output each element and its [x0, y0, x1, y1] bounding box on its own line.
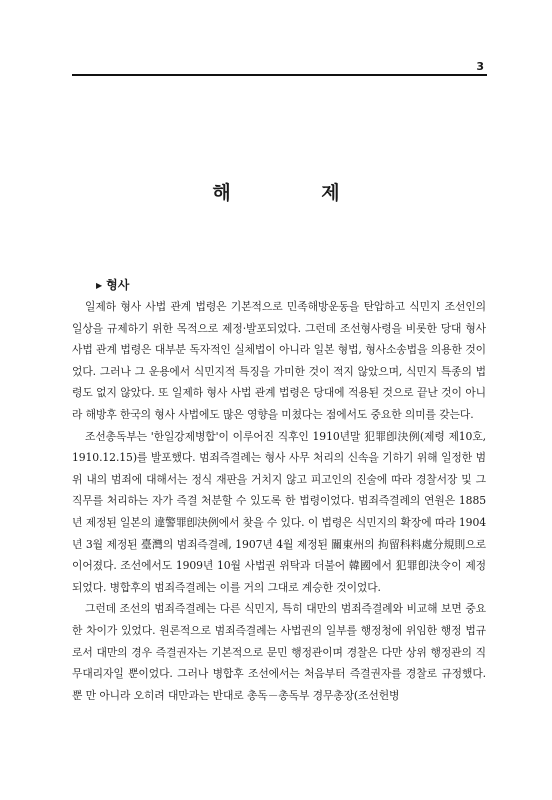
body-text	[72, 296, 486, 706]
triangle-bullet-icon: ▶	[96, 281, 103, 290]
section-heading	[96, 276, 129, 293]
paragraph-1: 일제하 형사 사법 관계 법령은 기본적으로 민족해방운동을 탄압하고 식민지 조선인의 일상을 규제하기 위한 목적으로 제정·발포되었다. 그런데 조선형사령을 비롯한 당대 형사 사법 관계 법령은 대부분 독자적인 실체법이 아니라 일본 형법, 형사소송법을 의용한 것이었다. 그러나 그 운용에서 식민지적 특징을 가미한 것이 적지 않았으며, 식민지 특종의 법령도 없지 않았다. 또 일제하 형사 사법 관계 법령은 당대에 적용된 것으로 끝난 것이 아니라 해방후 한국의 형사 사법에도 많은 영향을 미쳤다는 점에서도 중요한 의미를 갖는다.	[72, 300, 486, 421]
header-rule	[72, 74, 487, 76]
paragraph-3: 그런데 조선의 범죄즉결례는 다른 식민지, 특히 대만의 범죄즉결례와 비교해 보면 중요한 차이가 있었다. 원론적으로 범죄즉결례는 사법권의 일부를 행정청에 위임한 행정 법규로서 대만의 경우 즉결권자는 기본적으로 문민 행정관이며 경찰은 다만 상위 행정관의 직무대리자일 뿐이었다. 그러나 병합후 조선에서는 처음부터 즉결권자를 경찰로 규정했다. 뿐 만 아니라 오히려 대만과는 반대로 총독－총독부 경무총장(조선헌병	[72, 602, 486, 702]
section-heading-text: 형사	[106, 278, 130, 292]
page-number: 3	[476, 60, 484, 73]
paragraph-2: 조선총독부는 '한일강제병합'이 이루어진 직후인 1910년말 犯罪卽決例(제령 제10호, 1910.12.15)를 발포했다. 범죄즉결례는 형사 사무 처리의 신속을 기하기 위해 일정한 범위 내의 범죄에 대해서는 정식 재판을 거치지 않고 피고인의 진술에 따라 경찰서장 및 그 직무를 처리하는 자가 즉결 처분할 수 있도록 한 법령이었다. 범죄즉결례의 연원은 1885년 제정된 일본의 違警罪卽決例에서 찾을 수 있다. 이 법령은 식민지의 확장에 따라 1904년 3월 제정된 臺灣의 범죄즉결례, 1907년 4월 제정된 關東州의 拘留科料處分規則으로 이어졌다. 조선에서도 1909년 10월 사법권 위탁과 더불어 韓國에서 犯罪卽決令이 제정되었다. 병합후의 범죄즉결례는 이를 거의 그대로 계승한 것이었다.	[72, 429, 486, 594]
page-title: 해 제	[212, 182, 382, 204]
